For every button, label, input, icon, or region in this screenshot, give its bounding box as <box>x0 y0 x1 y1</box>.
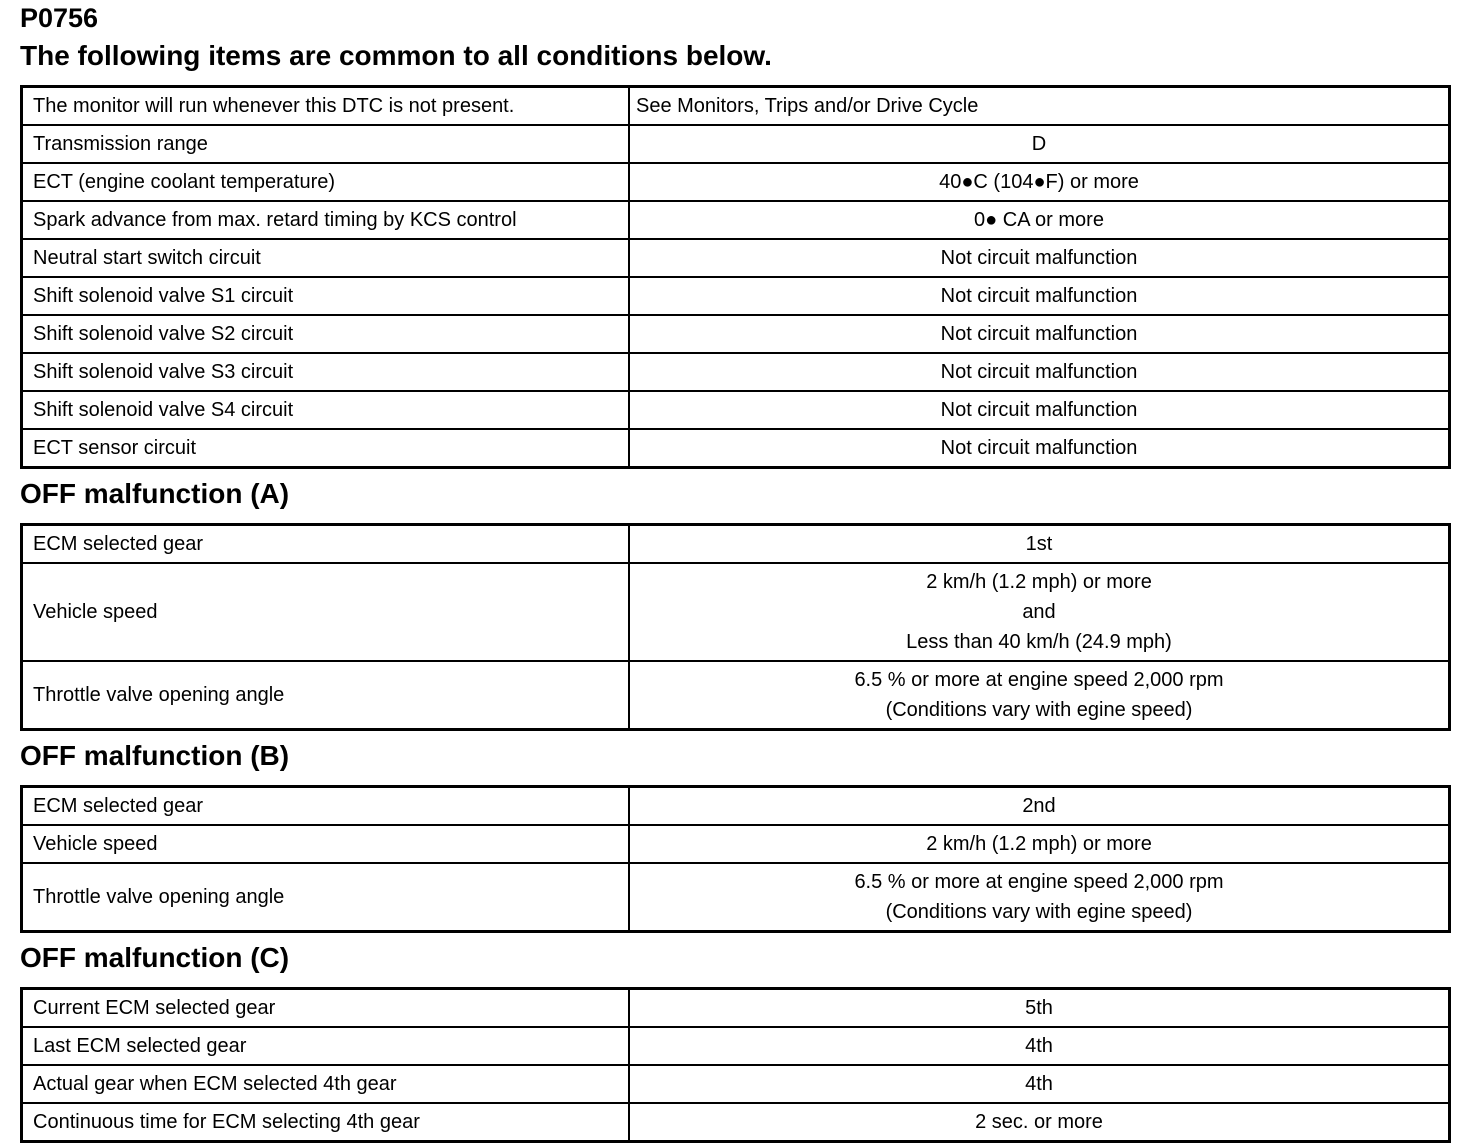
condition-value <box>629 1065 1450 1103</box>
condition-label: ECT sensor circuit <box>22 429 630 468</box>
condition-label: Last ECM selected gear <box>22 1027 630 1065</box>
condition-value <box>629 1027 1450 1065</box>
value-line: Less than 40 km/h (24.9 mph) <box>906 631 1172 653</box>
condition-value <box>629 825 1450 863</box>
section-b-title: OFF malfunction (B) <box>20 740 290 771</box>
condition-label: Shift solenoid valve S2 circuit <box>22 315 630 353</box>
condition-value <box>629 863 1450 932</box>
value-line: 4th <box>1025 1073 1053 1095</box>
table-row <box>22 1103 1450 1142</box>
value-line: and <box>1022 601 1056 623</box>
value-line: 6.5 % or more at engine speed 2,000 rpm <box>854 871 1224 893</box>
condition-value: Not circuit malfunction <box>629 315 1450 353</box>
section-a-table <box>20 523 1451 731</box>
value-line: 2 sec. or more <box>975 1111 1103 1133</box>
condition-value: D <box>629 125 1450 163</box>
table-row <box>22 989 1450 1028</box>
value-line: (Conditions vary with egine speed) <box>885 901 1193 923</box>
condition-label: Throttle valve opening angle <box>22 863 630 932</box>
common-conditions-table <box>20 85 1451 469</box>
condition-value <box>629 1103 1450 1142</box>
table-row <box>22 787 1450 826</box>
condition-label: ECM selected gear <box>22 787 630 826</box>
table-row <box>22 661 1450 730</box>
value-line: (Conditions vary with egine speed) <box>885 699 1193 721</box>
section-b-table <box>20 785 1451 933</box>
condition-value: Not circuit malfunction <box>629 277 1450 315</box>
condition-value <box>629 787 1450 826</box>
value-line: 1st <box>1025 533 1053 555</box>
condition-label: Vehicle speed <box>22 825 630 863</box>
condition-label: ECM selected gear <box>22 525 630 564</box>
condition-label: Actual gear when ECM selected 4th gear <box>22 1065 630 1103</box>
table-row <box>22 239 1450 277</box>
table-row <box>22 163 1450 201</box>
condition-label: Continuous time for ECM selecting 4th gear <box>22 1103 630 1142</box>
section-c-table <box>20 987 1451 1143</box>
value-line: 2 km/h (1.2 mph) or more <box>926 571 1152 593</box>
section-c-title: OFF malfunction (C) <box>20 942 290 973</box>
section-a-title: OFF malfunction (A) <box>20 478 290 509</box>
condition-label: The monitor will run whenever this DTC is not present. <box>22 87 630 126</box>
value-line: 5th <box>1025 997 1053 1019</box>
value-line: 2 km/h (1.2 mph) or more <box>926 833 1152 855</box>
condition-value: See Monitors, Trips and/or Drive Cycle <box>629 87 1450 126</box>
condition-label: Shift solenoid valve S1 circuit <box>22 277 630 315</box>
value-line: 6.5 % or more at engine speed 2,000 rpm <box>854 669 1224 691</box>
table-row <box>22 201 1450 239</box>
condition-value <box>629 989 1450 1028</box>
table-row <box>22 1065 1450 1103</box>
condition-value: Not circuit malfunction <box>629 391 1450 429</box>
condition-label: Current ECM selected gear <box>22 989 630 1028</box>
table-row <box>22 353 1450 391</box>
value-line: 4th <box>1025 1035 1053 1057</box>
table-row <box>22 863 1450 932</box>
condition-label: Transmission range <box>22 125 630 163</box>
table-row <box>22 315 1450 353</box>
condition-label: Shift solenoid valve S4 circuit <box>22 391 630 429</box>
condition-value: 0● CA or more <box>629 201 1450 239</box>
condition-value: Not circuit malfunction <box>629 429 1450 468</box>
condition-label: Shift solenoid valve S3 circuit <box>22 353 630 391</box>
table-row <box>22 125 1450 163</box>
condition-value: Not circuit malfunction <box>629 353 1450 391</box>
table-row <box>22 277 1450 315</box>
table-row <box>22 391 1450 429</box>
document-page <box>20 0 1451 1143</box>
table-row <box>22 429 1450 468</box>
condition-value <box>629 525 1450 564</box>
dtc-code-title: P0756 <box>20 3 99 33</box>
table-row <box>22 825 1450 863</box>
condition-value: Not circuit malfunction <box>629 239 1450 277</box>
condition-label: Vehicle speed <box>22 563 630 661</box>
table-row <box>22 525 1450 564</box>
condition-label: Spark advance from max. retard timing by KCS control <box>22 201 630 239</box>
condition-value: 40●C (104●F) or more <box>629 163 1450 201</box>
value-line: 2nd <box>1022 795 1056 817</box>
condition-label: Throttle valve opening angle <box>22 661 630 730</box>
table-row <box>22 563 1450 661</box>
table-row <box>22 87 1450 126</box>
condition-value <box>629 563 1450 661</box>
condition-label: ECT (engine coolant temperature) <box>22 163 630 201</box>
condition-label: Neutral start switch circuit <box>22 239 630 277</box>
table-row <box>22 1027 1450 1065</box>
common-conditions-heading: The following items are common to all conditions below. <box>20 40 772 71</box>
condition-value <box>629 661 1450 730</box>
